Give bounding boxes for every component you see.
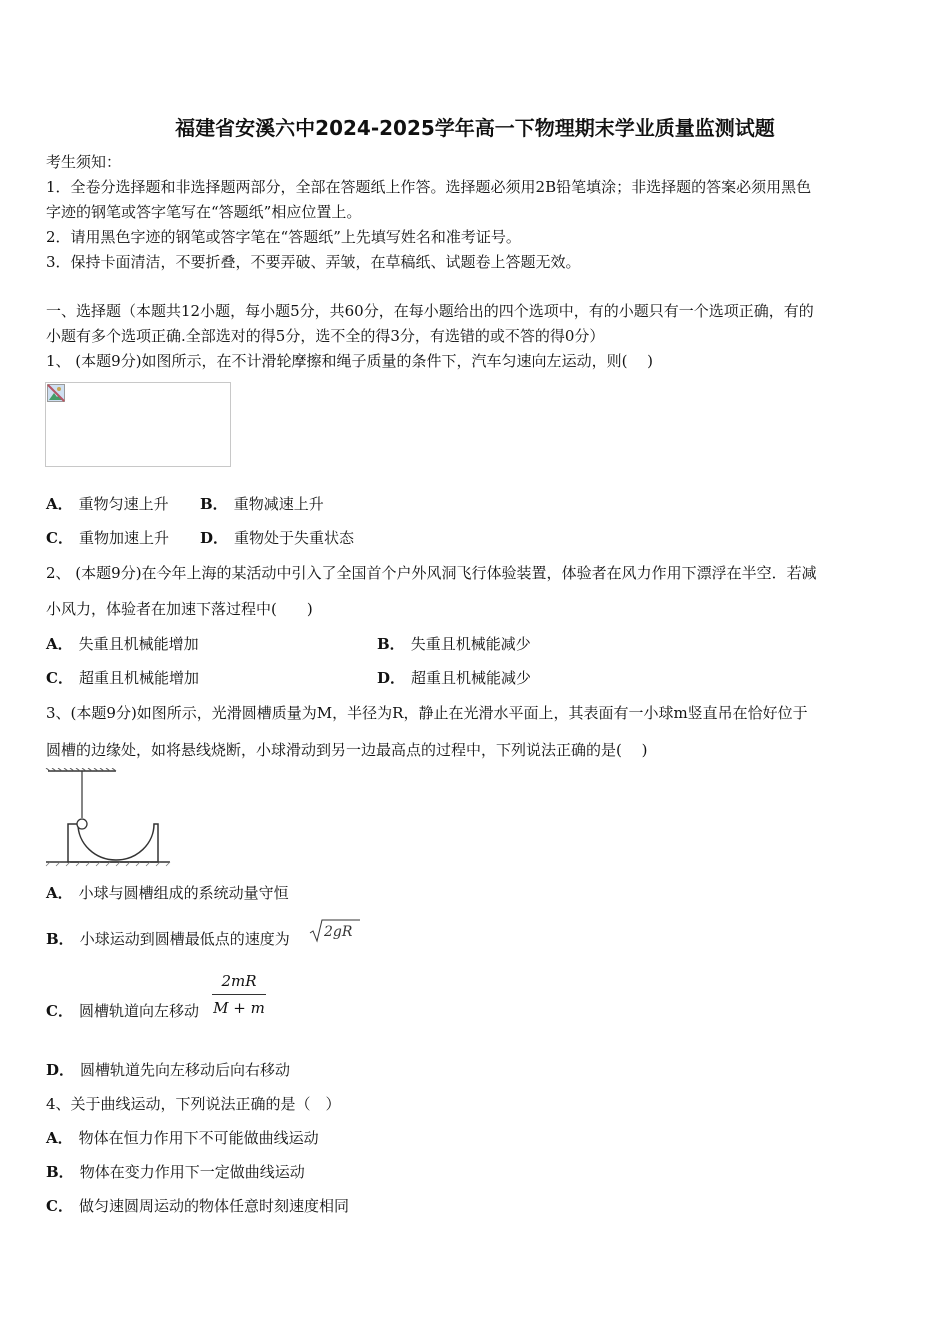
q4-option-a-label: A． [46,1129,73,1147]
q1-option-c [46,528,169,548]
q2-stem-a: 2、 (本题9分)在今年上海的某活动中引入了全国首个户外风洞飞行体验装置，体验者在风力作用下漂浮在半空．若减 [46,564,817,582]
broken-image-icon [47,384,65,402]
notice-item-1a: 1．全卷分选择题和非选择题两部分，全部在答题纸上作答。选择题必须用2B铅笔填涂；非选择题的答案必须用黑色 [46,178,812,196]
q1-option-c-label: C． [46,529,73,547]
q3-option-d-label: D． [46,1061,75,1079]
q4-option-b [46,1162,305,1182]
q1-option-c-text: 重物加速上升 [78,529,169,547]
q3-option-a-text: 小球与圆槽组成的系统动量守恒 [78,884,289,902]
q3-option-c-label: C． [46,1002,73,1020]
section-intro-1: 一、选择题（本题共12小题，每小题5分，共60分，在每小题给出的四个选项中，有的小题只有一个选项正确，有的 [46,302,814,320]
q3-option-c-text: 圆槽轨道向左移动 [78,1002,199,1020]
fraction-2mR-over-M-plus-m [212,972,266,1017]
q4-option-b-text: 物体在变力作用下一定做曲线运动 [79,1163,305,1181]
q3-option-a [46,883,289,903]
sqrt-radicand: 2gR [324,924,353,940]
q1-option-b-label: B． [200,495,228,513]
notice-item-1b: 字迹的钢笔或答字笔写在“答题纸”相应位置上。 [46,203,362,221]
q4-stem: 4、关于曲线运动，下列说法正确的是（ ） [46,1095,341,1113]
q4-option-c-text: 做匀速圆周运动的物体任意时刻速度相同 [78,1197,349,1215]
fraction-numerator: 2mR [212,972,266,995]
q1-option-d-label: D． [200,529,229,547]
q3-option-b-label: B． [46,930,74,948]
page-title: 福建省安溪六中2024-2025学年高一下物理期末学业质量监测试题 [175,116,775,140]
q3-groove-figure [44,768,172,868]
q3-option-c [46,1001,199,1021]
q2-stem-b: 小风力，体验者在加速下落过程中( ) [46,600,313,618]
notice-item-2: 2．请用黑色字迹的钢笔或答字笔在“答题纸”上先填写姓名和准考证号。 [46,228,521,246]
q1-stem: 1、 (本题9分)如图所示，在不计滑轮摩擦和绳子质量的条件下，汽车匀速向左运动，则( ) [46,352,654,370]
q1-option-a [46,494,169,514]
q2-option-d-label: D． [377,669,406,687]
q1-option-a-text: 重物匀速上升 [78,495,169,513]
q4-option-b-label: B． [46,1163,74,1181]
q2-option-a [46,634,199,654]
q4-option-a-text: 物体在恒力作用下不可能做曲线运动 [78,1129,319,1147]
q1-option-b [200,494,324,514]
q2-option-b-label: B． [377,635,405,653]
q4-option-c [46,1196,349,1216]
q2-option-a-text: 失重且机械能增加 [78,635,199,653]
q4-option-c-label: C． [46,1197,73,1215]
q1-option-a-label: A． [46,495,73,513]
q1-figure-placeholder [45,382,231,467]
q2-option-c-text: 超重且机械能增加 [78,669,199,687]
q3-option-b-text: 小球运动到圆槽最低点的速度为 [79,930,290,948]
q2-option-a-label: A． [46,635,73,653]
notice-heading: 考生须知： [46,153,122,171]
sqrt-2gR-formula [309,918,361,944]
q2-option-d-text: 超重且机械能减少 [411,669,532,687]
section-intro-2: 小题有多个选项正确.全部选对的得5分，选不全的得3分，有选错的或不答的得0分） [46,327,605,345]
q4-option-a [46,1128,319,1148]
q3-stem-a: 3、(本题9分)如图所示，光滑圆槽质量为M，半径为R，静止在光滑水平面上，其表面有一小球m竖直吊在恰好位于 [46,704,808,722]
q3-option-d-text: 圆槽轨道先向左移动后向右移动 [80,1061,291,1079]
q3-option-d [46,1060,290,1080]
q2-option-c [46,668,199,688]
q2-option-c-label: C． [46,669,73,687]
q2-option-b-text: 失重且机械能减少 [410,635,531,653]
q3-option-a-label: A． [46,884,73,902]
q3-stem-b: 圆槽的边缘处，如将悬线烧断，小球滑动到另一边最高点的过程中，下列说法正确的是( ) [46,741,648,759]
q1-option-d [200,528,354,548]
q1-option-d-text: 重物处于失重状态 [234,529,355,547]
q2-option-b [377,634,531,654]
q2-option-d [377,668,531,688]
q1-option-b-text: 重物减速上升 [233,495,324,513]
fraction-denominator: M + m [213,999,265,1017]
notice-item-3: 3．保持卡面清洁，不要折叠，不要弄破、弄皱，在草稿纸、试题卷上答题无效。 [46,253,581,271]
q3-option-b [46,929,290,949]
